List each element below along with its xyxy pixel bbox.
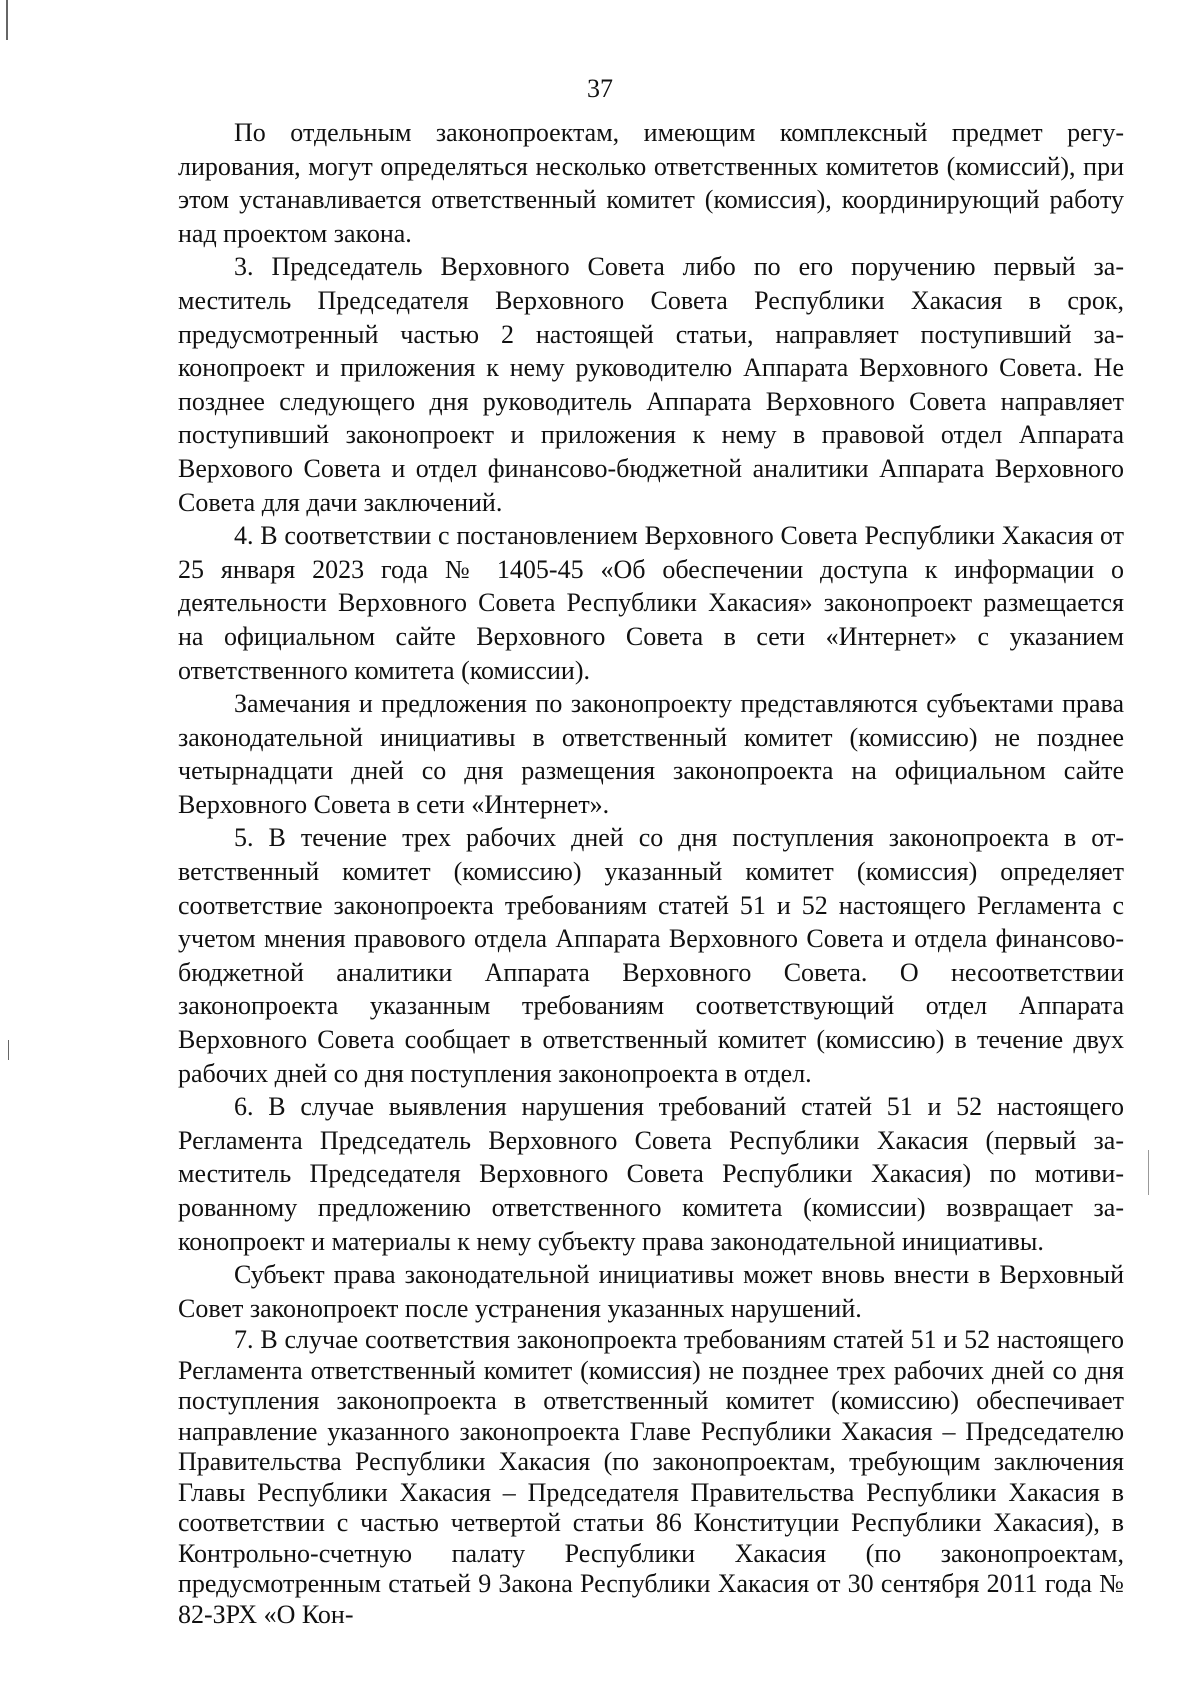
document-body	[178, 116, 1124, 1630]
paragraph-item-7: 7. В случае соответствия законопроекта требованиям статей 51 и 52 настоящего Регламента ответственный комитет (комиссия) не позднее трех рабочих дней со дня поступления законопроекта в ответственный комитет (комиссию) обеспечивает направление указанного законопроекта Главе Республики Хакасия – Председателю Правительства Республики Хакасия (по законопроектам, требующим заключения Главы Республики Хакасия – Председателя Правительства Республики Хакасия в соответствии с частью четвертой статьи 86 Конституции Республики Хакасия), в Контрольно-счетную палату Республики Хакасия (по законопроектам, предусмотренным статьей 9 Закона Республики Хакасия от 30 сентября 2011 года № 82-ЗРХ «О Кон-	[178, 1325, 1124, 1629]
paragraph-resubmission: Субъект права законодательной инициативы может вновь внести в Верховный Совет законопроект после устранения указанных нарушений.	[178, 1260, 1124, 1323]
page-number: 37	[587, 74, 613, 103]
paragraph-remarks: Замечания и предложения по законопроекту представляются субъектами права законодательной инициативы в ответственный комитет (комиссию) не позднее четырнадцати дней со дня размещения законопроекта на официальном сайте Верховного Совета в сети «Интернет».	[178, 689, 1124, 819]
paragraph-item-6: 6. В случае выявления нарушения требований статей 51 и 52 настоящего Регламента Председатель Верховного Совета Республики Хакасия (первый заместитель Председателя Верховного Совета Республики Хакасия) по мотивированному предложению ответственного комитета (комиссии) возвращает законопроект и материалы к нему субъекту права законодательной инициативы.	[178, 1092, 1124, 1256]
paragraph-item-4: 4. В соответствии с постановлением Верховного Совета Республики Хакасия от 25 января 2023 года № 1405-45 «Об обеспечении доступа к информации о деятельности Верховного Совета Республики Хакасия» законопроект размещается на официальном сайте Верховного Совета в сети «Интернет» с указанием ответственного комитета (комиссии).	[178, 521, 1124, 685]
paragraph-item-3: 3. Председатель Верховного Совета либо по его поручению первый заместитель Председателя Верховного Совета Республики Хакасия в срок, предусмотренный частью 2 настоящей статьи, направляет поступивший законопроект и приложения к нему руководителю Аппарата Верховного Совета. Не позднее следующего дня руководитель Аппарата Верховного Совета направляет поступивший законопроект и приложения к нему в правовой отдел Аппарата Верхового Совета и отдел финансово-бюджетной аналитики Аппарата Верховного Совета для дачи заключений.	[178, 252, 1124, 517]
scan-edge-mark-side	[1148, 1150, 1149, 1195]
paragraph-committees: По отдельным законопроектам, имеющим комплексный предмет регулирования, могут определяться несколько ответственных комитетов (комиссий), при этом устанавливается ответственный комитет (комиссия), координирующий работу над проектом закона.	[178, 118, 1124, 248]
paragraph-item-5: 5. В течение трех рабочих дней со дня поступления законопроекта в ответственный комитет (комиссию) указанный комитет (комиссия) определяет соответствие законопроекта требованиям статей 51 и 52 настоящего Регламента с учетом мнения правового отдела Аппарата Верховного Совета и отдела финансово-бюджетной аналитики Аппарата Верховного Совета. О несоответствии законопроекта указанным требованиям соответствующий отдел Аппарата Верховного Совета сообщает в ответственный комитет (комиссию) в течение двух рабочих дней со дня поступления законопроекта в отдел.	[178, 823, 1124, 1088]
scan-edge-mark-middle	[8, 1040, 9, 1060]
scan-edge-mark-top	[6, 0, 8, 40]
